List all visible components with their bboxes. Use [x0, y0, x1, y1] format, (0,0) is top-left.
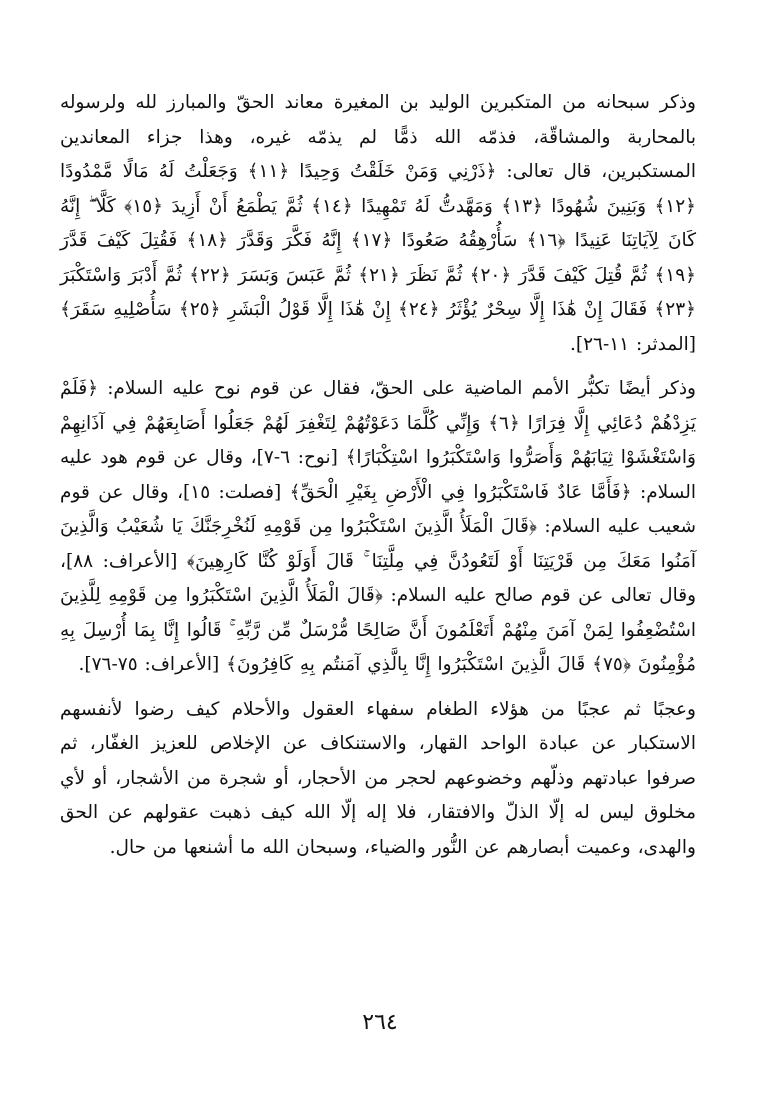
page-number: ٢٦٤ [362, 1010, 398, 1035]
body-text [60, 86, 696, 865]
paragraph-1: وذكر سبحانه من المتكبرين الوليد بن المغيرة معاند الحقّ والمبارز لله ولرسوله بالمحاربة والمشاقّة، فذمّه الله ذمًّا لم يذمّه غيره، وهذا جزاء المعاندين المستكبرين، قال تعالى: ﴿ذَرْنِي وَمَنْ خَلَقْتُ وَحِيدًا ﴿١١﴾ وَجَعَلْتُ لَهُ مَالًا مَّمْدُودًا ﴿١٢﴾ وَبَنِينَ شُهُودًا ﴿١٣﴾ وَمَهَّدتُّ لَهُ تَمْهِيدًا ﴿١٤﴾ ثُمَّ يَطْمَعُ أَنْ أَزِيدَ ﴿١٥﴾ كَلَّا ۖ إِنَّهُ كَانَ لِآيَاتِنَا عَنِيدًا ﴿١٦﴾ سَأُرْهِقُهُ صَعُودًا ﴿١٧﴾ إِنَّهُ فَكَّرَ وَقَدَّرَ ﴿١٨﴾ فَقُتِلَ كَيْفَ قَدَّرَ ﴿١٩﴾ ثُمَّ قُتِلَ كَيْفَ قَدَّرَ ﴿٢٠﴾ ثُمَّ نَظَرَ ﴿٢١﴾ ثُمَّ عَبَسَ وَبَسَرَ ﴿٢٢﴾ ثُمَّ أَدْبَرَ وَاسْتَكْبَرَ ﴿٢٣﴾ فَقَالَ إِنْ هَٰذَا إِلَّا سِحْرٌ يُؤْثَرُ ﴿٢٤﴾ إِنْ هَٰذَا إِلَّا قَوْلُ الْبَشَرِ ﴿٢٥﴾ سَأُصْلِيهِ سَقَرَ﴾ [المدثر: ١١-٢٦]. [60, 92, 697, 355]
paragraph-2: وذكر أيضًا تكبُّر الأمم الماضية على الحقّ، فقال عن قوم نوح عليه السلام: ﴿فَلَمْ يَزِدْهُمْ دُعَائِي إِلَّا فِرَارًا ﴿٦﴾ وَإِنِّي كُلَّمَا دَعَوْتُهُمْ لِتَغْفِرَ لَهُمْ جَعَلُوا أَصَابِعَهُمْ فِي آذَانِهِمْ وَاسْتَغْشَوْا ثِيَابَهُمْ وَأَصَرُّوا وَاسْتَكْبَرُوا اسْتِكْبَارًا﴾ [نوح: ٦-٧]، وقال عن قوم هود عليه السلام: ﴿فَأَمَّا عَادٌ فَاسْتَكْبَرُوا فِي الْأَرْضِ بِغَيْرِ الْحَقِّ﴾ [فصلت: ١٥]، وقال عن قوم شعيب عليه السلام: ﴿قَالَ الْمَلَأُ الَّذِينَ اسْتَكْبَرُوا مِن قَوْمِهِ لَنُخْرِجَنَّكَ يَا شُعَيْبُ وَالَّذِينَ آمَنُوا مَعَكَ مِن قَرْيَتِنَا أَوْ لَتَعُودُنَّ فِي مِلَّتِنَا ۚ قَالَ أَوَلَوْ كُنَّا كَارِهِينَ﴾ [الأعراف: ٨٨]، وقال تعالى عن قوم صالح عليه السلام: ﴿قَالَ الْمَلَأُ الَّذِينَ اسْتَكْبَرُوا مِن قَوْمِهِ لِلَّذِينَ اسْتُضْعِفُوا لِمَنْ آمَنَ مِنْهُمْ أَتَعْلَمُونَ أَنَّ صَالِحًا مُّرْسَلٌ مِّن رَّبِّهِ ۚ قَالُوا إِنَّا بِمَا أُرْسِلَ بِهِ مُؤْمِنُونَ ﴿٧٥﴾ قَالَ الَّذِينَ اسْتَكْبَرُوا إِنَّا بِالَّذِي آمَنتُم بِهِ كَافِرُونَ﴾ [الأعراف: ٧٥-٧٦]. [60, 378, 697, 675]
paragraph-3: وعجبًا ثم عجبًا من هؤلاء الطغام سفهاء العقول والأحلام كيف رضوا لأنفسهم الاستكبار عن عبادة الواحد القهار، والاستنكاف عن الإخلاص للعزيز الغفّار، ثم صرفوا عبادتهم وذلّهم وخضوعهم لحجر من الأحجار، أو شجرة من الأشجار، أو لأي مخلوق ليس له إلّا الذلّ والافتقار، فلا إله إلّا الله كيف ذهبت عقولهم عن الحق والهدى، وعميت أبصارهم عن النُّور والضياء، وسبحان الله ما أشنعها من حال. [60, 698, 696, 858]
